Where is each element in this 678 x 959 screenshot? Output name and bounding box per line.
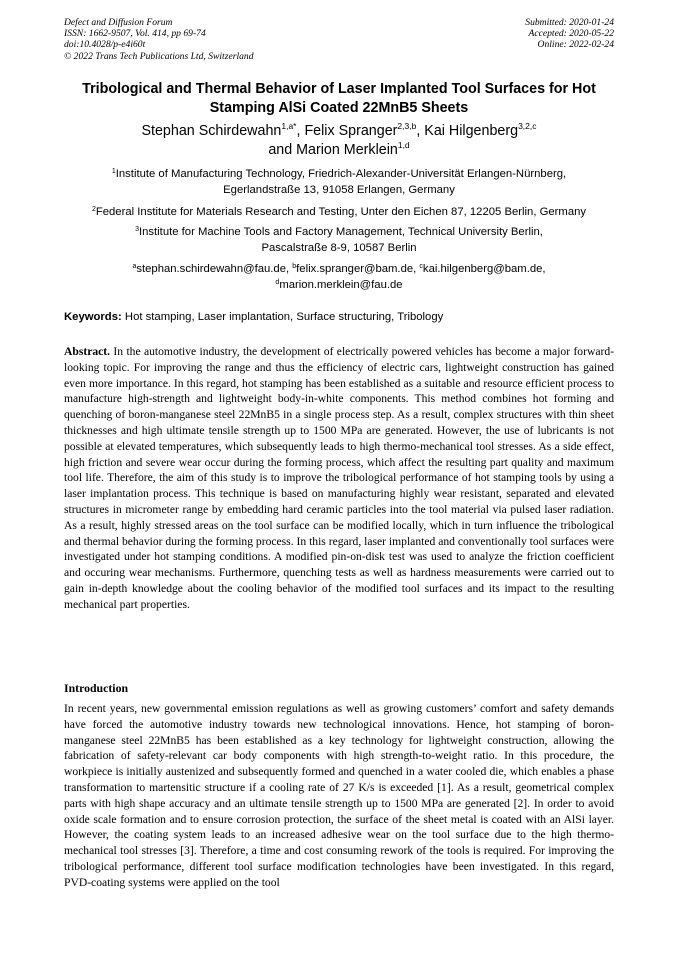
abstract-text: In the automotive industry, the development of electrically powered vehicles has become a major forward-looking topic. For improving the range and thus the efficiency of electric cars, lightweight construction has gained even more importance. In this regard, hot stamping has been established as a suitable and resource efficient process to manufacture high-strength and lightweight body-in-white components. This method combines hot forming and quenching of boron-manganese steel 22MnB5 in a single process step. As a result, complex structures with thin sheet thicknesses and high ultimate tensile strength up to 1500 MPa are generated. However, the use of lubricants is not possible at elevated temperatures, which subsequently leads to high thermo-mechanical tool stresses. As a side effect, high friction and severe wear occur during the forming process, which affect the resulting part quality and maximum tool life. Therefore, the aim of this study is to improve the tribological performance of hot stamping tools by using a laser implantation process. This technique is based on manufacturing highly wear resistant, separated and elevated structures in micrometer range by embedding hard ceramic particles into the tool material via pulsed laser radiation. As a result, highly stressed areas on the tool surface can be modified locally, which in turn influence the tribological and thermal behavior during the forming process. In this regard, laser implanted and conventionally tool surfaces were investigated under hot stamping conditions. A modified pin-on-disk test was used to analyze the friction coefficient and occuring wear mechanisms. Furthermore, quenching tests as well as hardness measurements were carried out to gain in-depth knowledge about the cooling behavior of the modified tool surfaces and its impact to the resulting mechanical part properties.: [64, 345, 614, 611]
submission-dates: [525, 17, 614, 51]
author-affiliation-mark: 1,a*: [281, 121, 297, 131]
author-list: [50, 122, 628, 160]
paper-title: Tribological and Thermal Behavior of Laser Implanted Tool Surfaces for Hot Stamping AlSi Coated 22MnB5 Sheets: [82, 81, 596, 116]
affiliation-1: [50, 167, 628, 198]
abstract: [64, 344, 614, 613]
author-name: Kai Hilgenberg: [424, 123, 519, 139]
introduction-text: In recent years, new governmental emission regulations as well as growing customers’ comfort and safety demands have forced the automotive industry towards new technological innovations. Hence, hot stamping of boron-manganese steel 22MnB5 has been established as a key technology for lightweight construction, allowing the fabrication of safety-relevant car body components with high strength-to-weight ratio. In this procedure, the workpiece is initially austenized and subsequently formed and quenched in a water cooled die, which enables a phase transformation to martensitic structure if a cooling rate of 27 K/s is exceeded [1]. As a result, geometrical complex parts with high shape accuracy and an ultimate tensile strength up to 1500 MPa are generated [2]. In order to avoid oxide scale formation and to ensure corrosion protection, the surface of the sheet metal is coated with an AlSi layer. However, the coating system leads to an increased adhesive wear on the tool surface due to the high thermo-mechanical tool stresses [3]. Therefore, a time and cost consuming rework of the tools is required. For improving the tribological performance, different tool surface modification technologies have been investigated. In this regard, PVD-coating systems were applied on the tool: [64, 702, 614, 889]
author-affiliation-mark: 2,3,b: [397, 121, 417, 131]
author-name: Felix Spranger: [304, 123, 398, 139]
affiliation-number: 2: [91, 206, 96, 213]
affiliation-number: 3: [135, 226, 139, 233]
journal-info: [64, 17, 254, 62]
author-affiliation-mark: 1,d: [397, 140, 410, 150]
author-name: Stephan Schirdewahn: [141, 123, 282, 139]
affiliation-line: Egerlandstraße 13, 91058 Erlangen, Germany: [223, 183, 455, 196]
author-affiliation-mark: 3,2,c: [518, 121, 537, 131]
submitted-date: Submitted: 2020-01-24: [525, 17, 614, 28]
keywords-label: Keywords:: [64, 311, 122, 323]
email-mark: c: [419, 263, 423, 270]
email-mark: b: [292, 263, 297, 270]
online-date: Online: 2022-02-24: [537, 39, 614, 51]
email-list: [50, 262, 628, 293]
affiliation-line: Institute for Machine Tools and Factory Management, Technical University Berlin,: [138, 226, 543, 238]
abstract-label: Abstract.: [64, 345, 111, 358]
email-address: marion.merklein@fau.de: [279, 278, 403, 291]
affiliation-line: Institute of Manufacturing Technology, Friedrich-Alexander-Universität Erlangen-Nürnberg,: [115, 168, 567, 180]
email-address: kai.hilgenberg@bam.de,: [422, 263, 546, 275]
affiliation-line: Federal Institute for Materials Research and Testing, Unter den Eichen 87, 12205 Berlin, Germany: [95, 206, 587, 218]
accepted-date: Accepted: 2020-05-22: [528, 28, 614, 40]
copyright-line: © 2022 Trans Tech Publications Ltd, Switzerland: [64, 50, 254, 62]
keywords: [64, 310, 614, 325]
affiliation-2: [50, 205, 628, 221]
author-name: and Marion Merklein: [268, 142, 398, 158]
email-address: felix.spranger@bam.de,: [296, 263, 420, 275]
keywords-text: Hot stamping, Laser implantation, Surface structuring, Tribology: [124, 311, 444, 323]
affiliation-line: Pascalstraße 8-9, 10587 Berlin: [261, 241, 417, 254]
affiliation-number: 1: [111, 168, 116, 175]
journal-name: Defect and Diffusion Forum: [64, 17, 173, 28]
author-separator: ,: [296, 123, 305, 139]
email-mark: a: [132, 263, 137, 270]
introduction-heading: Introduction: [64, 681, 129, 695]
email-mark: d: [275, 278, 280, 286]
issn-line: ISSN: 1662-9507, Vol. 414, pp 69-74: [64, 28, 206, 40]
doi-line: doi:10.4028/p-e4i60t: [64, 39, 146, 51]
email-address: stephan.schirdewahn@fau.de,: [136, 263, 293, 275]
affiliation-3: [50, 225, 628, 256]
author-separator: ,: [416, 123, 425, 139]
